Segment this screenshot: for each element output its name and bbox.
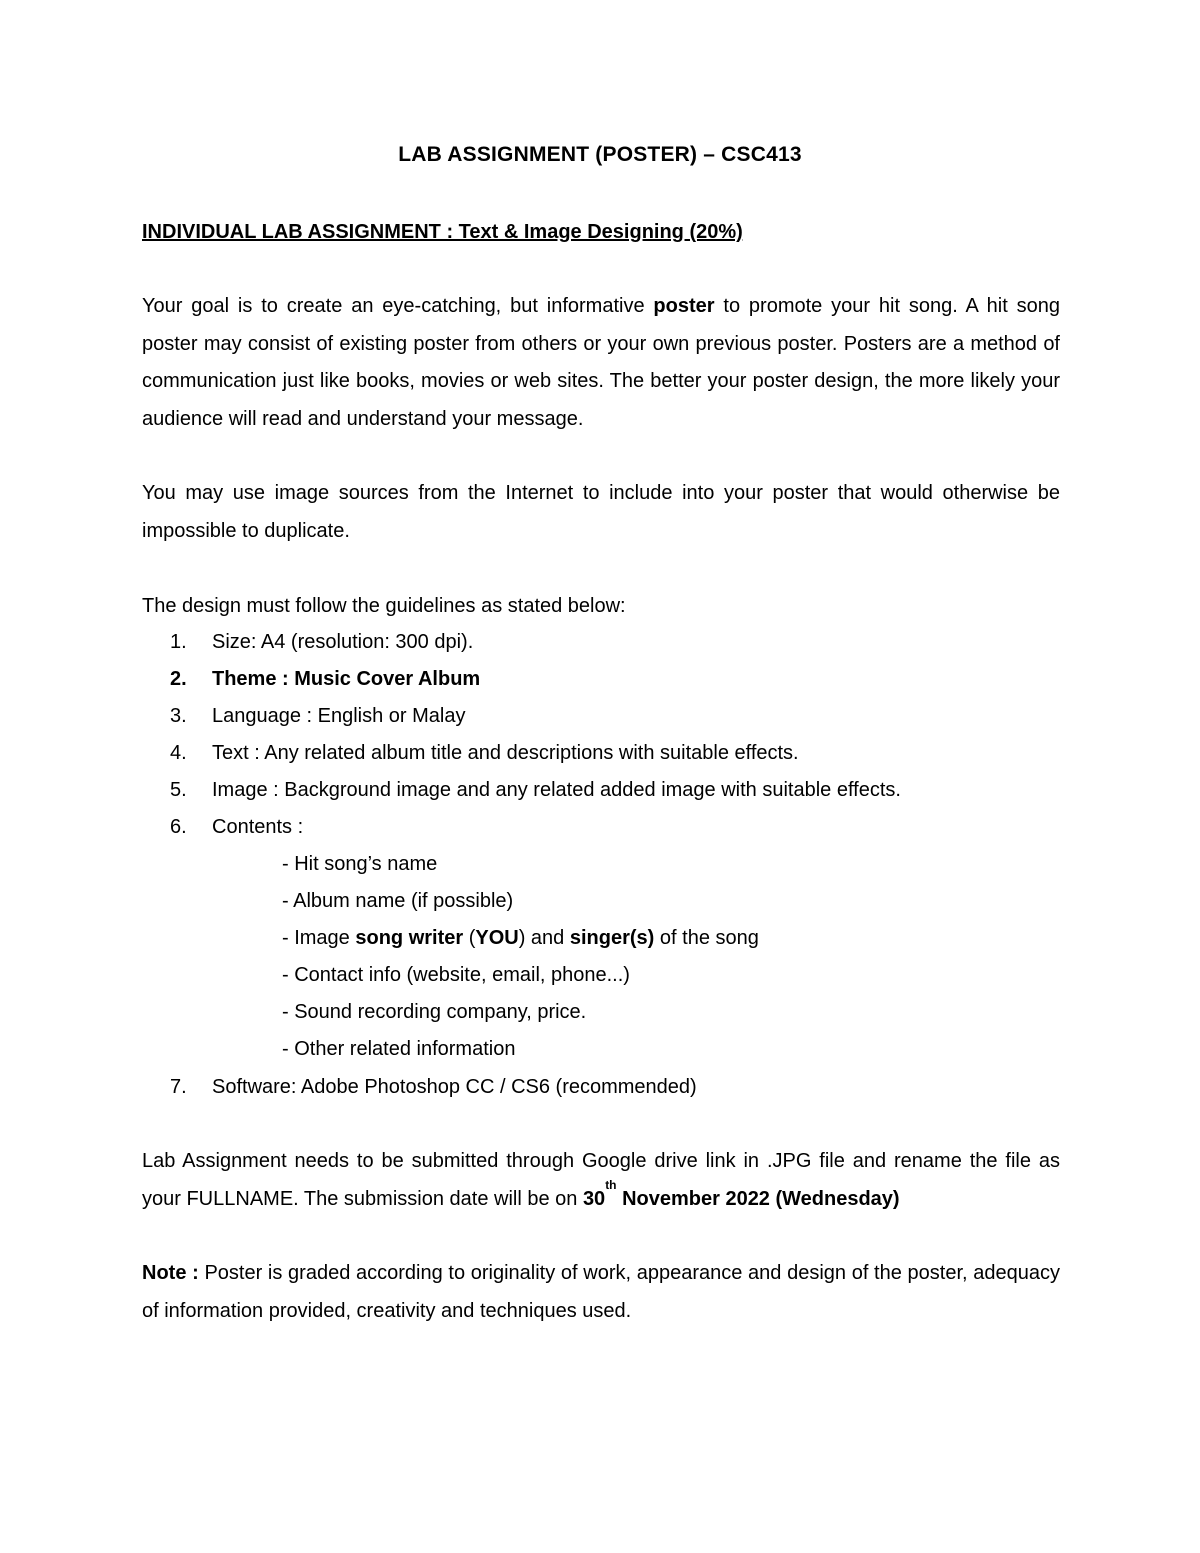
list-text: Text : Any related album title and descriptions with suitable effects. [212, 742, 799, 764]
sublist-text: ) and [518, 927, 570, 949]
sublist-item: - Contact info (website, email, phone...) [282, 964, 630, 986]
sublist-item [282, 920, 759, 957]
note-label: Note : [142, 1262, 199, 1284]
list-item [170, 1069, 697, 1106]
sublist-text: of the song [654, 927, 759, 949]
note-paragraph [142, 1255, 1060, 1330]
submission-day-suffix: th [605, 1177, 617, 1192]
goal-text-1: Your goal is to create an eye-catching, but informative [142, 295, 654, 317]
submission-date-rest: November 2022 (Wednesday) [616, 1187, 900, 1210]
sublist-text: - Image [282, 927, 356, 949]
list-number: 4. [170, 742, 187, 764]
image-sources-paragraph: You may use image sources from the Internet to include into your poster that would otherwise be impossible to duplicate. [142, 482, 1060, 542]
list-text: Image : Background image and any related added image with suitable effects. [212, 779, 901, 801]
list-number: 6. [170, 816, 187, 838]
guidelines-list [170, 624, 901, 1098]
goal-bold-poster: poster [653, 295, 715, 317]
guidelines-intro: The design must follow the guidelines as stated below: [142, 595, 626, 617]
list-number: 3. [170, 705, 187, 727]
sublist-text: ( [463, 927, 476, 949]
list-number: 1. [170, 631, 187, 653]
list-text: Software: Adobe Photoshop CC / CS6 (recommended) [212, 1076, 697, 1098]
note-text: Poster is graded according to originality of work, appearance and design of the poster, adequacy of information provided, creativity and techniques used. [142, 1262, 1060, 1322]
sublist-item: - Sound recording company, price. [282, 1001, 587, 1023]
list-number: 5. [170, 779, 187, 801]
goal-text-2: to promote your hit song. A hit song poster may consist of existing poster from others or your own previous poster. Posters are a method of communication just like books, movies or web sites. The better your poster design, the more likely your audience will read and understand your message. [142, 295, 1060, 430]
sublist-bold: singer(s) [569, 927, 655, 949]
list-item [170, 661, 901, 698]
list-number: 2. [170, 668, 187, 690]
goal-paragraph [142, 288, 1060, 438]
sublist-item: - Other related information [282, 1038, 516, 1060]
list-item [170, 809, 901, 846]
list-item [170, 698, 901, 735]
sublist-bold: song writer [355, 927, 464, 949]
list-text: Contents : [212, 816, 304, 838]
sublist-bold: YOU [475, 927, 519, 949]
list-text: Theme : Music Cover Album [212, 668, 481, 690]
page-title: LAB ASSIGNMENT (POSTER) – CSC413 [398, 143, 802, 166]
sublist-item: - Hit song’s name [282, 853, 438, 875]
submission-day: 30 [582, 1187, 606, 1210]
list-text: Language : English or Malay [212, 705, 466, 727]
contents-sublist [282, 846, 759, 1068]
list-number: 7. [170, 1076, 187, 1098]
assignment-subtitle: INDIVIDUAL LAB ASSIGNMENT : Text & Image Designing (20%) [142, 221, 743, 243]
submission-paragraph [142, 1143, 1060, 1218]
submission-text: Lab Assignment needs to be submitted through Google drive link in .JPG file and rename the file as your FULLNAME. The submission date will be on [142, 1150, 1060, 1210]
list-text: Size: A4 (resolution: 300 dpi). [212, 631, 474, 653]
list-item [170, 624, 901, 661]
sublist-item: - Album name (if possible) [282, 890, 514, 912]
list-item [170, 772, 901, 809]
list-item [170, 735, 901, 772]
